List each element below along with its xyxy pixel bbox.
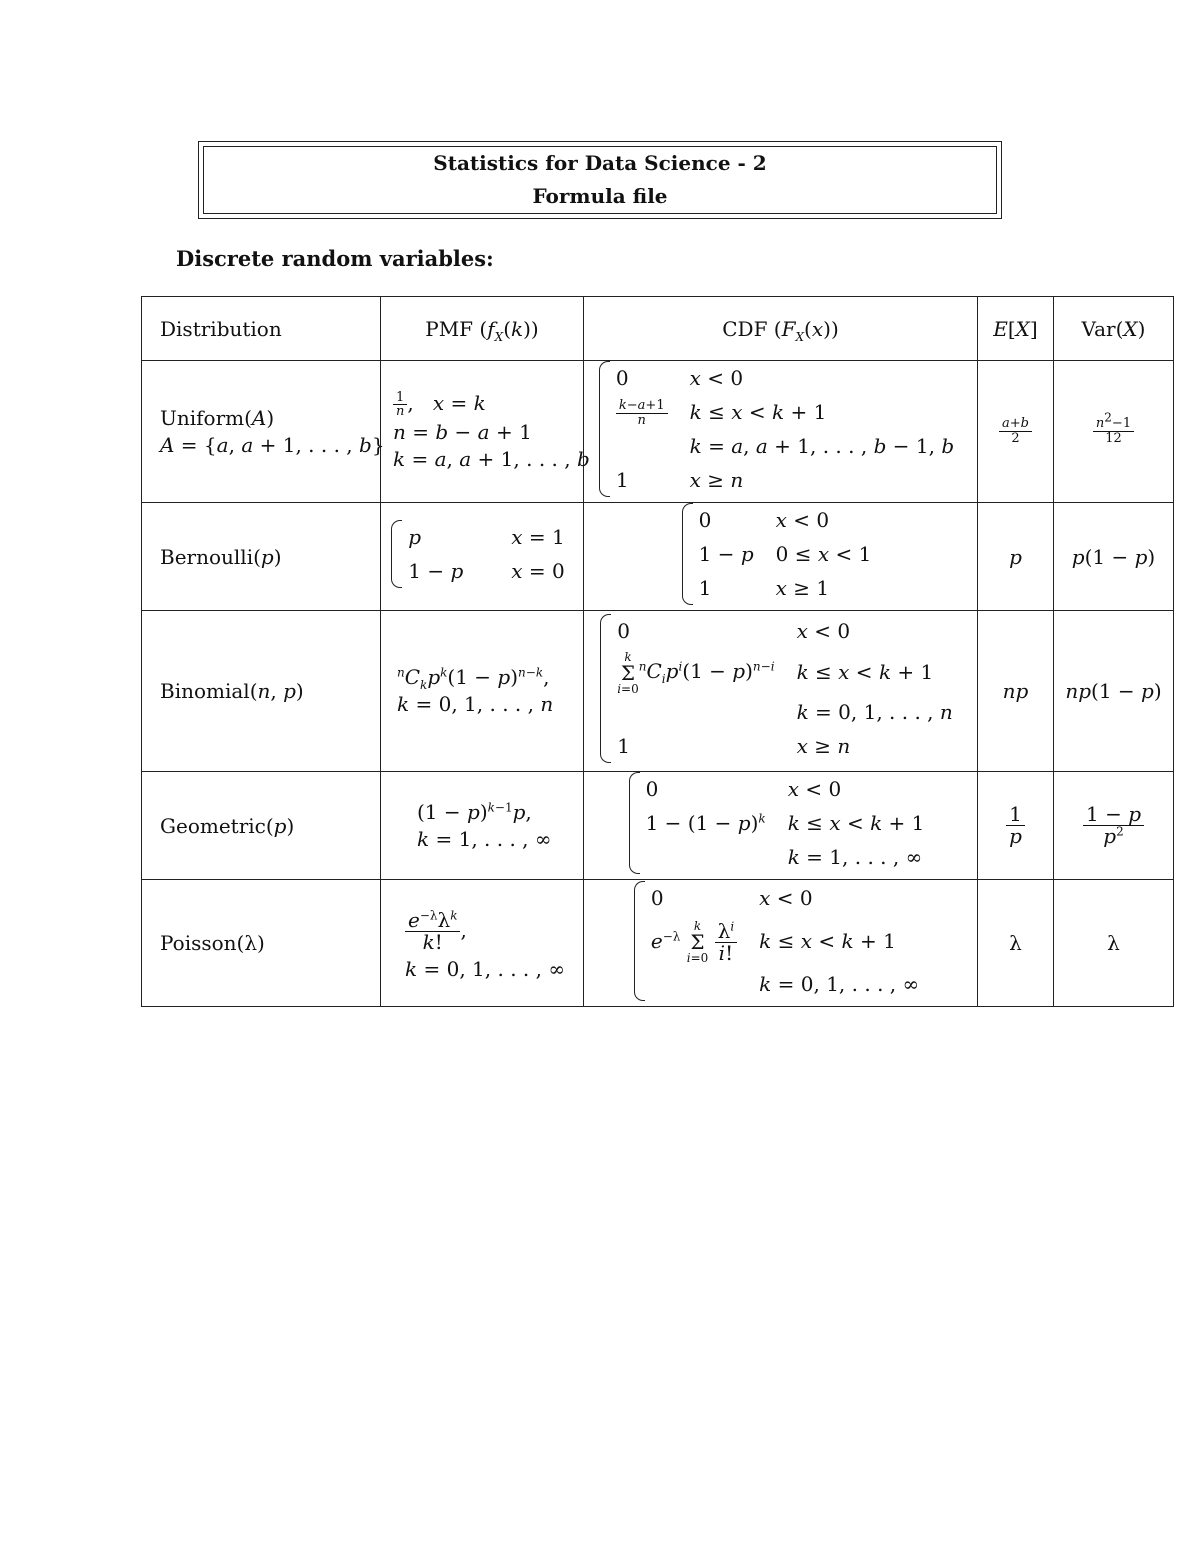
col-cdf: CDF $(F_X(x))$ [584,297,978,361]
geometric-pmf-1: $(1 - p)^{k-1}p$, [417,799,532,824]
cell-bernoulli-cdf [584,503,978,611]
cell-uniform-name [142,361,385,503]
cell-poisson-mean: λ [978,880,1054,1007]
uniform-name: Uniform(A) [160,405,275,430]
row-geometric [142,772,1174,880]
row-poisson [142,880,1174,1007]
cell-binomial-mean: np [978,611,1054,772]
cell-geometric-name: Geometric(p) [142,772,381,880]
bernoulli-cdf-cases: 0 x < 0 1 − p 0 ≤ x < 1 1 x ≥ 1 [682,503,880,605]
document-title: Statistics for Data Science - 2 [433,151,767,175]
row-binomial [142,611,1174,772]
poisson-pmf-1: $\frac{e^{-\lambda}\lambda^k}{k!}$ , [405,904,577,956]
uniform-pmf-1: $\frac{1}{n}$ , x = k [393,390,577,419]
cell-uniform-pmf [381,361,590,503]
cell-uniform-cdf [584,361,978,503]
poisson-cdf-cases: 0 x < 0 $e^{-\lambda}$ k Σ i=0 $\frac{\lambda^i}{i!}$ k ≤ x < k + 1 k = 0, 1, . . . , ∞ [634,881,927,1001]
uniform-cdf-cases: 0 x < 0 $\frac{k-a+1}{n}$ k ≤ x < k + 1 k = a, a + 1, . . . , b − 1, b 1 x ≥ n [599,361,962,497]
left-brace [634,881,645,1001]
cell-bernoulli-mean: p [978,503,1054,611]
col-mean: E[X] [978,297,1054,361]
uniform-pmf-3: k = a, a + 1, . . . , b [393,446,590,471]
row-bernoulli [142,503,1174,611]
poisson-pmf-2: k = 0, 1, . . . , ∞ [405,956,565,981]
distribution-table [141,296,1174,1007]
cell-poisson-cdf [584,880,978,1007]
col-pmf: PMF $(f_X(k))$ [381,297,584,361]
cell-bernoulli-var: p(1 − p) [1054,503,1174,611]
header-row [142,297,1174,361]
cell-poisson-var: λ [1054,880,1174,1007]
left-brace [599,361,610,497]
row-uniform [142,361,1174,503]
uniform-support: A = {a, a + 1, . . . , b} [160,432,385,457]
document-subtitle: Formula file [532,184,668,208]
title-box [198,141,1002,219]
cell-uniform-var: $\frac{n^2-1}{12}$ [1054,361,1174,503]
cell-poisson-name: Poisson(λ) [142,880,381,1007]
bernoulli-pmf-cases: p x = 1 1 − p x = 0 [391,520,573,588]
cell-geometric-pmf [381,772,584,880]
left-brace [629,772,640,874]
cell-geometric-var: $\frac{1 - p}{p^2}$ [1054,772,1174,880]
geometric-pmf-2: k = 1, . . . , ∞ [417,826,552,851]
binomial-pmf-1: $^nC_kp^k(1 - p)^{n-k}$, [397,665,550,692]
binomial-cdf-cases: 0 x < 0 k Σ i=0 $^nC_ip^i(1 - p)^{n-i}$ k ≤ x < k + 1 k = 0, 1, . . . , n 1 x ≥ n [600,614,961,763]
cell-poisson-pmf [381,880,584,1007]
cell-uniform-mean: $\frac{a+b}{2}$ [978,361,1054,503]
geometric-cdf-cases: 0 x < 0 $1 - (1 - p)^k$ k ≤ x < k + 1 k = 1, . . . , ∞ [629,772,933,874]
left-brace [682,503,693,605]
col-var: Var(X) [1054,297,1174,361]
cell-binomial-cdf [584,611,978,772]
cell-bernoulli-name: Bernoulli(p) [142,503,381,611]
uniform-pmf-2: n = b − a + 1 [393,419,532,444]
binomial-pmf-2: k = 0, 1, . . . , n [397,692,554,716]
left-brace [600,614,611,763]
title-inner [203,146,997,214]
section-title: Discrete random variables: [176,246,494,271]
cell-binomial-var: np(1 − p) [1054,611,1174,772]
cell-binomial-name: Binomial(n, p) [142,611,381,772]
cell-bernoulli-pmf [381,503,584,611]
left-brace [391,520,402,588]
cell-binomial-pmf [381,611,584,772]
cell-geometric-cdf [584,772,978,880]
col-distribution: Distribution [142,297,381,361]
cell-geometric-mean: $\frac{1}{p}$ [978,772,1054,880]
